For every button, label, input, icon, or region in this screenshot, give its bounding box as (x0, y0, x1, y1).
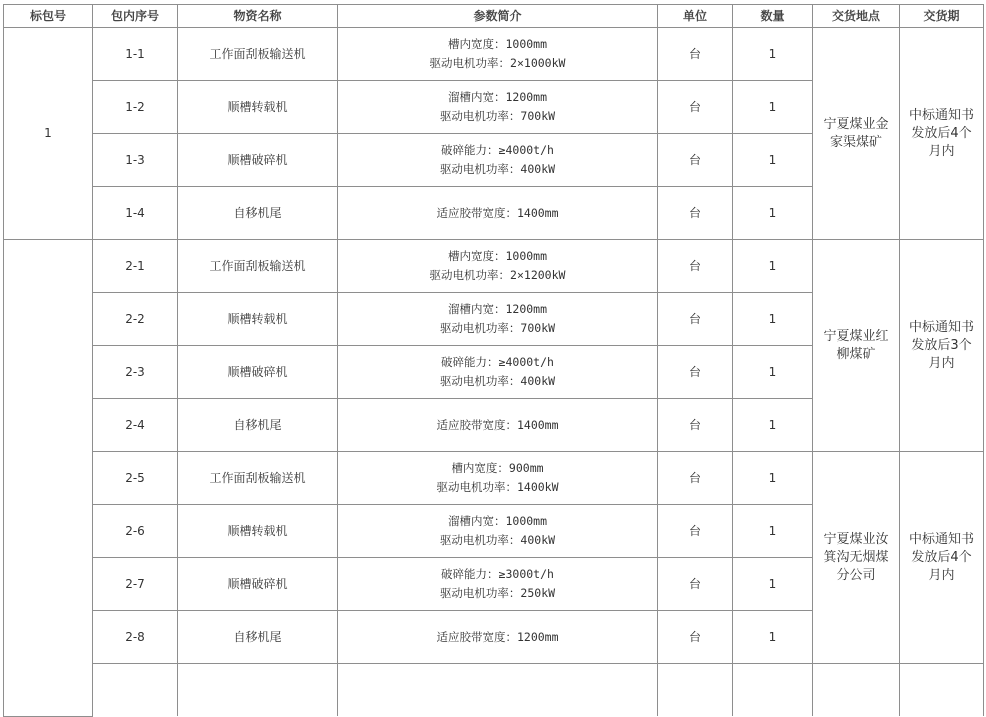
item-name: 顺槽破碎机 (178, 346, 338, 399)
item-seq: 1-2 (93, 81, 178, 134)
item-params (338, 28, 658, 81)
item-unit: 台 (658, 611, 733, 664)
item-unit: 台 (658, 558, 733, 611)
item-qty: 1 (733, 399, 813, 452)
item-seq: 2-7 (93, 558, 178, 611)
item-qty: 1 (733, 240, 813, 293)
param-line: 溜槽内宽：1200mm (447, 90, 548, 104)
param-line: 驱动电机功率：400kW (439, 374, 556, 388)
param-line: 适应胶带宽度：1400mm (436, 417, 559, 432)
header-qty: 数量 (733, 5, 813, 28)
param-line: 驱动电机功率：700kW (439, 321, 556, 335)
item-name: 工作面刮板输送机 (178, 240, 338, 293)
param-line: 溜槽内宽：1000mm (447, 514, 548, 528)
item-seq-empty (93, 664, 178, 717)
item-unit: 台 (658, 187, 733, 240)
item-name: 顺槽转载机 (178, 81, 338, 134)
param-line: 驱动电机功率：1400kW (436, 480, 559, 494)
param-line: 驱动电机功率：700kW (439, 109, 556, 123)
package-number: 1 (4, 28, 93, 240)
item-qty: 1 (733, 611, 813, 664)
item-qty: 1 (733, 187, 813, 240)
procurement-table (3, 4, 984, 717)
item-qty: 1 (733, 28, 813, 81)
delivery-location-empty (813, 664, 900, 717)
item-qty: 1 (733, 558, 813, 611)
item-params (338, 240, 658, 293)
param-line: 驱动电机功率：2×1200kW (429, 268, 566, 282)
item-params-empty (338, 664, 658, 717)
delivery-location: 宁夏煤业金家渠煤矿 (813, 28, 900, 240)
item-unit: 台 (658, 505, 733, 558)
table-row (4, 452, 984, 505)
item-seq: 2-6 (93, 505, 178, 558)
param-line: 溜槽内宽：1200mm (447, 302, 548, 316)
item-unit: 台 (658, 240, 733, 293)
item-name: 自移机尾 (178, 187, 338, 240)
item-unit: 台 (658, 346, 733, 399)
delivery-period-empty (900, 664, 984, 717)
header-row (4, 5, 984, 28)
item-seq: 2-2 (93, 293, 178, 346)
item-name: 自移机尾 (178, 611, 338, 664)
delivery-period: 中标通知书发放后4个月内 (900, 452, 984, 664)
item-name: 工作面刮板输送机 (178, 28, 338, 81)
item-qty: 1 (733, 293, 813, 346)
delivery-location: 宁夏煤业红柳煤矿 (813, 240, 900, 452)
param-line: 驱动电机功率：400kW (439, 162, 556, 176)
item-seq: 1-1 (93, 28, 178, 81)
param-line: 驱动电机功率：250kW (439, 586, 556, 600)
item-seq: 2-4 (93, 399, 178, 452)
item-unit-empty (658, 664, 733, 717)
item-seq: 2-8 (93, 611, 178, 664)
item-params (338, 293, 658, 346)
delivery-period: 中标通知书发放后4个月内 (900, 28, 984, 240)
item-unit: 台 (658, 399, 733, 452)
param-line: 槽内宽度：900mm (451, 461, 544, 475)
header-package: 标包号 (4, 5, 93, 28)
item-name-empty (178, 664, 338, 717)
param-line: 适应胶带宽度：1200mm (436, 629, 559, 644)
item-params (338, 134, 658, 187)
item-qty: 1 (733, 346, 813, 399)
item-params (338, 187, 658, 240)
header-seq: 包内序号 (93, 5, 178, 28)
item-params (338, 81, 658, 134)
table-row-partial (4, 664, 984, 717)
item-unit: 台 (658, 134, 733, 187)
item-params (338, 346, 658, 399)
item-qty: 1 (733, 134, 813, 187)
param-line: 驱动电机功率：2×1000kW (429, 56, 566, 70)
package-number-cell (4, 240, 93, 717)
param-line: 槽内宽度：1000mm (447, 37, 548, 51)
header-unit: 单位 (658, 5, 733, 28)
item-name: 工作面刮板输送机 (178, 452, 338, 505)
item-name: 顺槽破碎机 (178, 134, 338, 187)
item-name: 顺槽破碎机 (178, 558, 338, 611)
item-unit: 台 (658, 28, 733, 81)
item-qty-empty (733, 664, 813, 717)
item-seq: 2-1 (93, 240, 178, 293)
item-params (338, 399, 658, 452)
item-qty: 1 (733, 505, 813, 558)
param-line: 破碎能力：≥4000t/h (441, 143, 554, 157)
item-seq: 2-5 (93, 452, 178, 505)
item-seq: 1-4 (93, 187, 178, 240)
param-line: 槽内宽度：1000mm (447, 249, 548, 263)
param-line: 破碎能力：≥3000t/h (441, 567, 554, 581)
item-name: 顺槽转载机 (178, 293, 338, 346)
item-name: 自移机尾 (178, 399, 338, 452)
delivery-location: 宁夏煤业汝箕沟无烟煤分公司 (813, 452, 900, 664)
header-period: 交货期 (900, 5, 984, 28)
table-row (4, 240, 984, 293)
item-qty: 1 (733, 452, 813, 505)
item-qty: 1 (733, 81, 813, 134)
header-location: 交货地点 (813, 5, 900, 28)
header-params: 参数简介 (338, 5, 658, 28)
header-name: 物资名称 (178, 5, 338, 28)
item-unit: 台 (658, 81, 733, 134)
item-unit: 台 (658, 452, 733, 505)
param-line: 适应胶带宽度：1400mm (436, 205, 559, 220)
item-params (338, 505, 658, 558)
item-params (338, 558, 658, 611)
delivery-period: 中标通知书发放后3个月内 (900, 240, 984, 452)
item-unit: 台 (658, 293, 733, 346)
item-seq: 1-3 (93, 134, 178, 187)
item-params (338, 611, 658, 664)
param-line: 驱动电机功率：400kW (439, 533, 556, 547)
item-name: 顺槽转载机 (178, 505, 338, 558)
table-row (4, 28, 984, 81)
item-params (338, 452, 658, 505)
item-seq: 2-3 (93, 346, 178, 399)
param-line: 破碎能力：≥4000t/h (441, 355, 554, 369)
